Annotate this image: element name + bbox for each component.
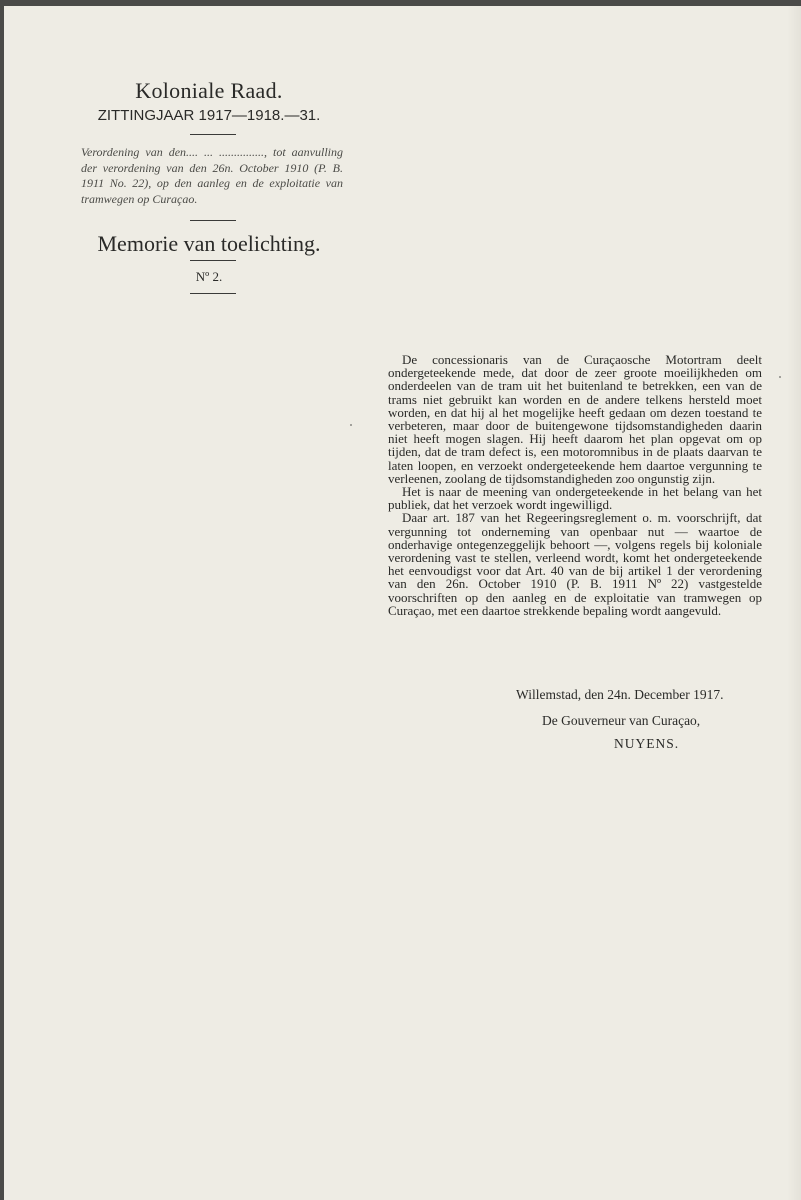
place-date: Willemstad, den 24n. December 1917.: [516, 687, 724, 702]
divider: [190, 260, 236, 261]
ordinance-description: Verordening van den.... ... ..............., tot aanvulling der verordening van den 26n. October 1910 (P. B. 1911 No. 22), op den aanleg en de exploitatie van tramwegen op Curaçao.: [81, 145, 343, 206]
signatory-name: NUYENS.: [614, 736, 680, 751]
document-heading: Memorie van toelichting.: [97, 231, 321, 256]
page-edge: [787, 6, 801, 1200]
council-title: Koloniale Raad.: [135, 78, 283, 103]
divider: [190, 293, 236, 294]
paragraph: Het is naar de meening van ondergeteekende in het belang van het publiek, dat het verzoek wordt ingewilligd.: [388, 484, 762, 513]
paragraph: Daar art. 187 van het Regeeringsreglement o. m. voorschrijft, dat vergunning tot onderneming van openbaar nut — waartoe de onderhavige ontegenzeggelijk behoort —, volgens regels bij koloniale verordening vast te stellen, verleend wordt, komt het ondergeteekende het eenvoudigst voor dat Art. 40 van de bij artikel 1 der verordening van den 26n. October 1910 (P. B. 1911 Nº 22) vastgestelde voorschriften op den aanleg en de exploitatie van tramwegen op Curaçao, met een daartoe strekkende bepaling wordt aangevuld.: [388, 510, 762, 618]
divider: [190, 134, 236, 135]
signatory-office: De Gouverneur van Curaçao,: [542, 713, 701, 728]
paper-speck: [350, 424, 352, 426]
body-text: [388, 353, 762, 617]
divider: [190, 220, 236, 221]
document-number: Nº 2.: [195, 269, 223, 284]
session-year: ZITTINGJAAR 1917—1918.—31.: [97, 107, 321, 124]
paragraph: De concessionaris van de Curaçaosche Motortram deelt ondergeteekende mede, dat door de zeer groote moeilijkheden om onderdeelen van de tram uit het buitenland te betrekken, een van de trams niet gebruikt kan worden en de andere telkens hersteld moet worden, en dat hij al het mogelijke heeft gedaan om dezen toestand te verbeteren, maar door de buitengewone tijdsomstandigheden daarin niet heeft mogen slagen. Hij heeft daarom het plan opgevat om op tijden, dat de tram defect is, een motoromnibus in de plaats daarvan te laten loopen, en verzoekt ondergeteekende hem daartoe vergunning te verleenen, zoolang de tijdsomstandigheden zoo ongunstig zijn.: [388, 352, 762, 486]
document-page: [4, 6, 801, 1200]
paper-speck: [779, 376, 781, 378]
